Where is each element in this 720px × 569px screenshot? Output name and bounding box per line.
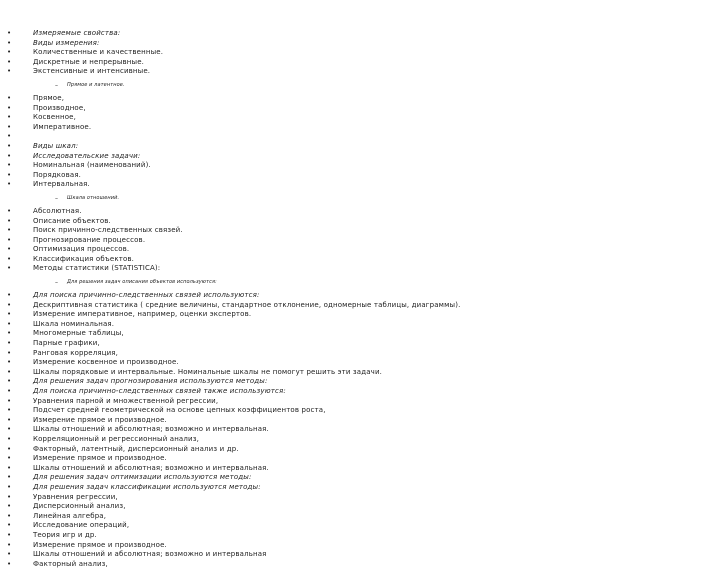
bullet-marker: • [7, 132, 12, 141]
list-item [0, 435, 720, 445]
item-text: Теория игр и др. [33, 530, 97, 539]
bullet-marker: • [7, 226, 12, 235]
item-text: Парные графики, [33, 339, 100, 348]
list-item [0, 531, 720, 541]
bullet-marker: • [7, 103, 12, 112]
bullet-marker: • [7, 473, 12, 482]
item-text: Экстенсивные и интенсивные. [33, 67, 151, 76]
item-text: Дисперсионный анализ, [33, 502, 126, 511]
item-text: Оптимизация процессов. [33, 245, 130, 254]
list-item [0, 521, 720, 531]
bullet-marker: • [7, 57, 12, 66]
item-text: Шкалы отношений и абсолютная; возможно и интервальная. [33, 425, 269, 434]
item-text: Дескриптивная статистика ( средние величины, стандартное отклонение, одномерные таблицы, диаграммы). [33, 300, 461, 309]
bullet-marker: • [7, 415, 12, 424]
list-item [0, 217, 720, 227]
item-text: Линейная алгебра, [33, 511, 107, 520]
list-item [0, 550, 720, 560]
item-text: Исследовательские задачи: [33, 151, 141, 160]
bullet-marker: • [7, 406, 12, 415]
list-item [0, 123, 720, 133]
item-text: Порядковая. [33, 170, 82, 179]
item-text: Поиск причинно-следственных связей. [33, 226, 183, 235]
list-item [0, 48, 720, 58]
list-item [0, 541, 720, 551]
bullet-marker: • [7, 48, 12, 57]
list-item [0, 94, 720, 104]
list-item [0, 39, 720, 49]
item-text: Для решения задач прогнозирования используются методы: [33, 377, 268, 386]
list-item [0, 67, 720, 77]
bullet-marker: • [7, 550, 12, 559]
item-text: Измерение прямое и производное. [33, 540, 167, 549]
bullet-marker: • [7, 254, 12, 263]
bullet-marker: • [7, 245, 12, 254]
list-item [0, 454, 720, 464]
list-item [0, 329, 720, 339]
item-text: Ранговая корреляция, [33, 348, 119, 357]
bullet-marker: • [7, 492, 12, 501]
item-text: Уравнения регрессии, [33, 492, 118, 501]
bullet-marker: • [7, 93, 12, 102]
bullet-marker: • [7, 339, 12, 348]
item-text: Шкалы отношений и абсолютная; возможно и интервальная [33, 550, 267, 559]
list-item [0, 512, 720, 522]
item-text: Измеряемые свойства: [33, 29, 121, 37]
bullet-marker: • [7, 29, 12, 37]
bullet-marker: • [7, 170, 12, 179]
list-item [0, 377, 720, 387]
list-item [0, 406, 720, 416]
sub-list-item [0, 274, 720, 291]
item-text: Косвенное, [33, 113, 77, 122]
item-text: Абсолютная. [33, 206, 82, 215]
dash-marker: – [55, 81, 58, 89]
list-item [0, 445, 720, 455]
item-text: Измерение косвенное и производное. [33, 358, 179, 367]
bullet-marker: • [7, 444, 12, 453]
bullet-marker: • [7, 264, 12, 273]
item-text: Прямое и латентное. [67, 81, 125, 88]
item-text: Для решения задач описания объектов используются: [67, 279, 217, 286]
list-item [0, 560, 720, 569]
item-text: Императивное. [33, 122, 92, 131]
item-text: Подсчет средней геометрической на основе цепных коэффициентов роста, [33, 406, 326, 415]
item-text: Измерение прямое и производное. [33, 415, 167, 424]
list-item [0, 152, 720, 162]
bullet-marker: • [7, 387, 12, 395]
list-item [0, 349, 720, 359]
bullet-marker: • [7, 540, 12, 549]
item-text: Корреляционный и регрессионный анализ, [33, 434, 199, 443]
dash-marker: – [55, 194, 58, 202]
list-item [0, 207, 720, 217]
item-text: Номинальная (наименований). [33, 161, 151, 170]
bullet-marker: • [7, 291, 12, 300]
item-text: Шкалы отношений и абсолютная; возможно и интервальная. [33, 463, 269, 472]
bullet-marker: • [7, 216, 12, 225]
bullet-marker: • [7, 161, 12, 170]
list-item [0, 180, 720, 190]
item-text: Прямое, [33, 93, 65, 102]
bullet-marker: • [7, 454, 12, 463]
dash-marker: – [55, 279, 58, 287]
item-text: Шкала отношений. [67, 194, 120, 201]
sub-list-item [0, 190, 720, 207]
list-item [0, 425, 720, 435]
bullet-marker: • [7, 206, 12, 215]
bullet-marker: • [7, 319, 12, 328]
list-item [0, 113, 720, 123]
bullet-marker: • [7, 329, 12, 338]
bullet-list [0, 29, 720, 569]
list-item [0, 291, 720, 301]
item-text: Для поиска причинно-следственных связей также используются: [33, 387, 286, 395]
bullet-marker: • [7, 367, 12, 376]
list-item [0, 104, 720, 114]
bullet-marker: • [7, 511, 12, 520]
list-item [0, 473, 720, 483]
list-item [0, 310, 720, 320]
list-item [0, 236, 720, 246]
bullet-marker: • [7, 377, 12, 386]
item-text: Дискретные и непрерывные. [33, 57, 145, 66]
bullet-marker: • [7, 463, 12, 472]
bullet-marker: • [7, 434, 12, 443]
list-item [0, 368, 720, 378]
bullet-marker: • [7, 67, 12, 76]
list-item [0, 226, 720, 236]
item-text: Описание объектов. [33, 216, 111, 225]
item-text: Интервальная. [33, 180, 90, 189]
item-text: Виды измерения: [33, 38, 100, 47]
bullet-marker: • [7, 348, 12, 357]
list-item [0, 464, 720, 474]
bullet-marker: • [7, 235, 12, 244]
item-text: Классификация объектов. [33, 254, 135, 263]
item-text: Исследование операций, [33, 521, 130, 530]
list-item [0, 264, 720, 274]
item-text: Уравнения парной и множественной регрессии, [33, 396, 219, 405]
bullet-marker: • [7, 141, 12, 150]
item-text: Шкала номинальная. [33, 319, 115, 328]
list-item [0, 161, 720, 171]
list-item [0, 416, 720, 426]
bullet-marker: • [7, 396, 12, 405]
list-item [0, 387, 720, 397]
list-item [0, 301, 720, 311]
list-item [0, 397, 720, 407]
bullet-marker: • [7, 425, 12, 434]
list-item [0, 58, 720, 68]
item-text: Измерение императивное, например, оценки экспертов. [33, 310, 252, 319]
item-text: Шкалы порядковые и интервальные. Номинальные шкалы не помогут решить эти задачи. [33, 367, 383, 376]
bullet-marker: • [7, 530, 12, 539]
sub-list-item [0, 77, 720, 94]
item-text: Факторный, латентный, дисперсионный анализ и др. [33, 444, 239, 453]
bullet-marker: • [7, 310, 12, 319]
bullet-marker: • [7, 482, 12, 491]
bullet-marker: • [7, 113, 12, 122]
item-text: Производное, [33, 103, 86, 112]
list-item [0, 502, 720, 512]
item-text: Для решения задач классификации используются методы: [33, 482, 261, 491]
list-item [0, 320, 720, 330]
list-item [0, 171, 720, 181]
bullet-marker: • [7, 151, 12, 160]
list-item [0, 255, 720, 265]
item-text: Факторный анализ, [33, 559, 108, 568]
item-text: Для поиска причинно-следственных связей используются: [33, 291, 260, 300]
bullet-marker: • [7, 521, 12, 530]
item-text: Прогнозирование процессов. [33, 235, 146, 244]
list-item [0, 245, 720, 255]
list-item [0, 339, 720, 349]
item-text: Количественные и качественные. [33, 48, 164, 57]
bullet-marker: • [7, 122, 12, 131]
bullet-marker: • [7, 559, 12, 568]
list-item [0, 142, 720, 152]
item-text: Многомерные таблицы, [33, 329, 124, 338]
bullet-marker: • [7, 358, 12, 367]
list-item [0, 483, 720, 493]
bullet-marker: • [7, 300, 12, 309]
bullet-marker: • [7, 180, 12, 189]
item-text: Измерение прямое и производное. [33, 454, 167, 463]
list-item [0, 132, 720, 142]
list-item [0, 493, 720, 503]
item-text: Для решения задач оптимизации используются методы: [33, 473, 252, 482]
item-text: Виды шкал: [33, 141, 79, 150]
list-item [0, 29, 720, 39]
bullet-marker: • [7, 38, 12, 47]
bullet-marker: • [7, 502, 12, 511]
item-text: Методы статистики (STATISTICA): [33, 264, 161, 273]
list-item [0, 358, 720, 368]
